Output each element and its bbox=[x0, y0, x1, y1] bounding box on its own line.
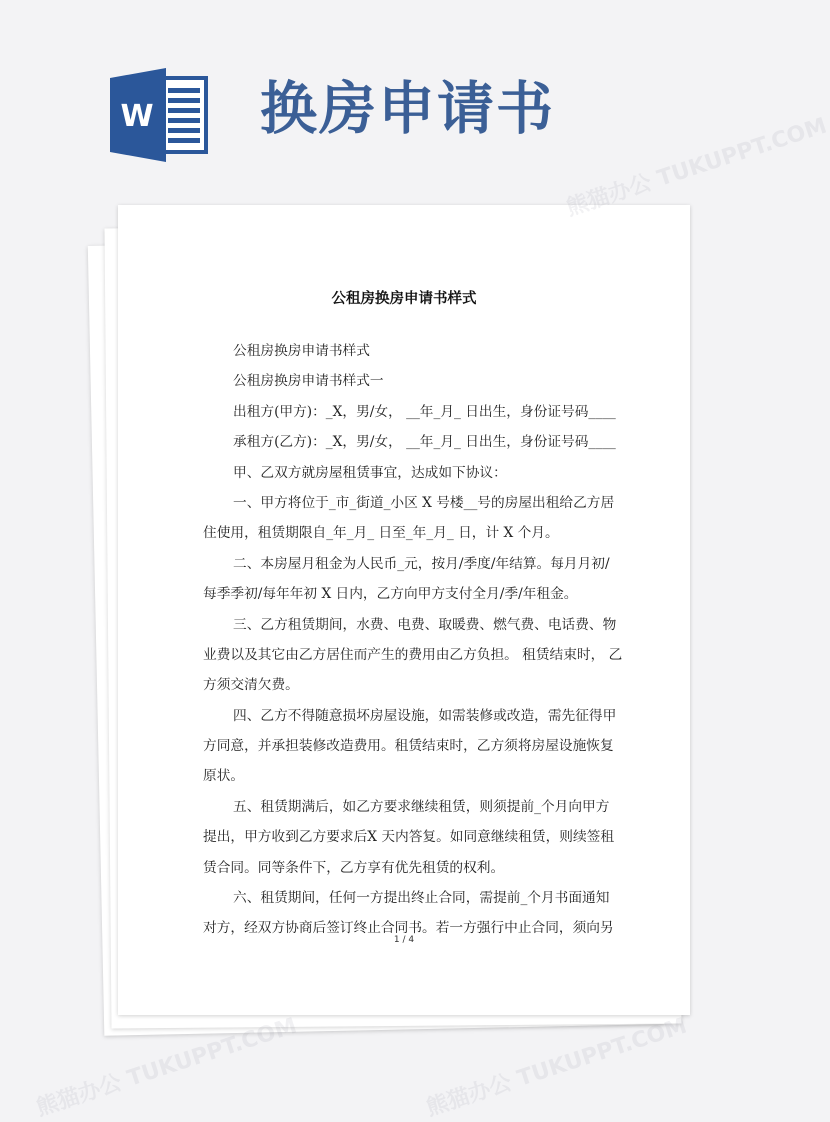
paragraph-line: 二、本房屋月租金为人民币_元，按月/季度/年结算。每月月初/ bbox=[233, 555, 610, 572]
paragraph-line: 承租方(乙方)：_X，男/女， __年_月_ 日出生，身份证号码____ bbox=[233, 434, 616, 451]
paragraph-line: 四、乙方不得随意损坏房屋设施，如需装修或改造，需先征得甲 bbox=[233, 707, 617, 724]
document-body bbox=[203, 336, 623, 944]
paragraph-line: 甲、乙双方就房屋租赁事宜，达成如下协议： bbox=[233, 464, 507, 481]
watermark: 熊猫办公 TUKUPPT.COM bbox=[33, 1013, 300, 1122]
paragraph-line: 公租房换房申请书样式一 bbox=[233, 373, 384, 390]
paragraph-line: 每季季初/每年年初 X 日内，乙方向甲方支付全月/季/年租金。 bbox=[203, 586, 578, 603]
paragraph-line: 五、租赁期满后，如乙方要求继续租赁，则须提前_个月向甲方 bbox=[233, 798, 610, 815]
document-title: 公租房换房申请书样式 bbox=[331, 291, 477, 307]
paragraph-line: 提出，甲方收到乙方要求后X 天内答复。如同意继续租赁，则续签租 bbox=[203, 829, 615, 846]
paragraph-line: 对方，经双方协商后签订终止合同书。若一方强行中止合同，须向另 bbox=[203, 920, 614, 937]
paragraph-line: 出租方(甲方)：_X，男/女， __年_月_ 日出生，身份证号码____ bbox=[233, 403, 616, 420]
paragraph-line: 方同意，并承担装修改造费用。租赁结束时，乙方须将房屋设施恢复 bbox=[203, 738, 614, 755]
paragraph-line: 公租房换房申请书样式 bbox=[233, 343, 370, 359]
paragraph-line: 三、乙方租赁期间，水费、电费、取暖费、燃气费、电话费、物 bbox=[233, 616, 617, 633]
watermark: 熊猫办公 TUKUPPT.COM bbox=[423, 1013, 690, 1122]
paragraph-line: 一、甲方将位于_市_街道_小区 X 号楼__号的房屋出租给乙方居 bbox=[233, 494, 615, 511]
watermark: 熊猫办公 TUKUPPT.COM bbox=[563, 113, 830, 222]
banner-title: 换房申请书 bbox=[260, 75, 555, 142]
paragraph-line: 六、租赁期间，任何一方提出终止合同，需提前_个月书面通知 bbox=[233, 890, 610, 907]
document-page bbox=[118, 205, 690, 1015]
paragraph-line: 赁合同。同等条件下，乙方享有优先租赁的权利。 bbox=[203, 859, 505, 876]
paragraph-line: 住使用，租赁期限自_年_月_ 日至_年_月_ 日，计 X 个月。 bbox=[203, 525, 559, 542]
svg-text:W: W bbox=[120, 99, 154, 134]
word-icon bbox=[110, 68, 208, 162]
page-number: 1 / 4 bbox=[393, 935, 415, 945]
paragraph-line: 原状。 bbox=[203, 768, 245, 785]
paragraph-line: 方须交清欠费。 bbox=[203, 677, 299, 694]
paragraph-line: 业费以及其它由乙方居住而产生的费用由乙方负担。 租赁结束时， 乙 bbox=[203, 646, 623, 663]
